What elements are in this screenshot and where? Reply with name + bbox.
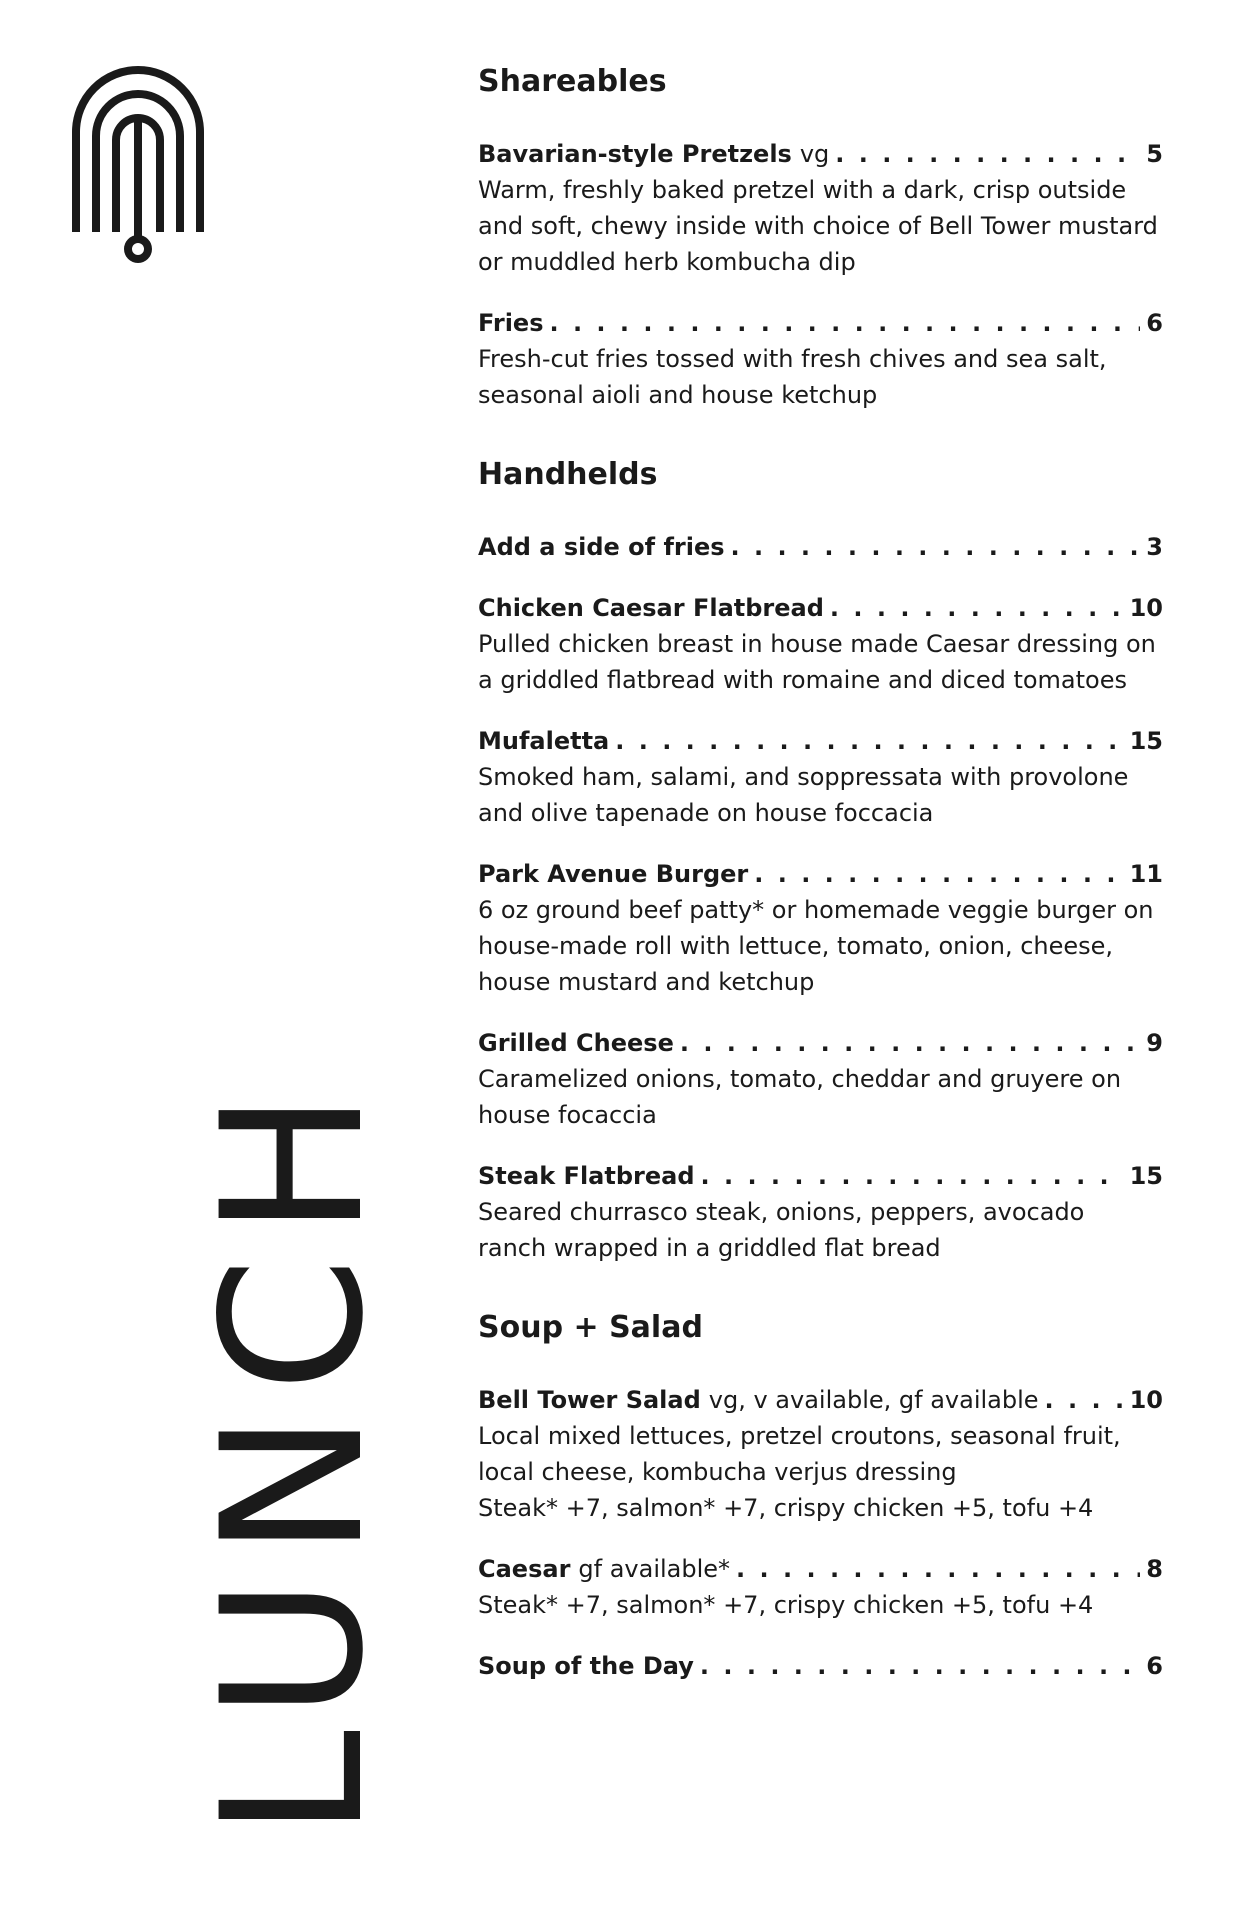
item-name: Add a side of fries [478, 533, 725, 561]
item-price: 11 [1129, 860, 1163, 888]
item-price: 15 [1129, 727, 1163, 755]
item-note: vg, v available, gf available [708, 1386, 1039, 1414]
item-price: 15 [1129, 1162, 1163, 1190]
item-name: Bell Tower Salad [478, 1386, 701, 1414]
menu-item [478, 1025, 1163, 1133]
dot-leader [700, 1648, 1140, 1684]
item-price: 3 [1146, 533, 1163, 561]
item-line [478, 590, 1163, 626]
item-price: 6 [1146, 1652, 1163, 1680]
item-note: gf available* [578, 1555, 731, 1583]
menu-item [478, 1158, 1163, 1266]
menu-content [478, 62, 1163, 1726]
item-line [478, 136, 1163, 172]
menu-item [478, 136, 1163, 280]
item-desc-line: house focaccia [478, 1101, 657, 1129]
item-price: 8 [1146, 1555, 1163, 1583]
item-name: Fries [478, 309, 544, 337]
menu-item [478, 723, 1163, 831]
menu-item [478, 305, 1163, 413]
item-name: Chicken Caesar Flatbread [478, 594, 824, 622]
dot-leader [830, 590, 1124, 626]
item-name: Park Avenue Burger [478, 860, 749, 888]
item-desc-line: Local mixed lettuces, pretzel croutons, seasonal fruit, [478, 1422, 1121, 1450]
item-line [478, 723, 1163, 759]
item-desc-line: local cheese, kombucha verjus dressing [478, 1458, 957, 1486]
item-desc-line: ranch wrapped in a griddled flat bread [478, 1234, 941, 1262]
item-line [478, 1648, 1163, 1684]
dot-leader [701, 1158, 1124, 1194]
menu-item [478, 529, 1163, 565]
section-shareables [478, 62, 1163, 413]
dot-leader [1045, 1382, 1124, 1418]
item-price: 10 [1129, 1386, 1163, 1414]
item-line [478, 1382, 1163, 1418]
item-name: Caesar [478, 1555, 571, 1583]
item-price: 5 [1146, 140, 1163, 168]
item-name: Bavarian-style Pretzels [478, 140, 792, 168]
dot-leader [731, 529, 1141, 565]
item-name: Mufaletta [478, 727, 610, 755]
item-desc-line: house-made roll with lettuce, tomato, onion, cheese, [478, 932, 1114, 960]
item-price: 6 [1146, 309, 1163, 337]
item-line [478, 856, 1163, 892]
item-line [478, 1551, 1163, 1587]
menu-item [478, 1551, 1163, 1623]
dot-leader [835, 136, 1140, 172]
arch-bell-logo-icon [72, 66, 204, 264]
item-desc-line: Steak* +7, salmon* +7, crispy chicken +5, tofu +4 [478, 1494, 1094, 1522]
dot-leader [680, 1025, 1140, 1061]
dot-leader [549, 305, 1140, 341]
item-desc-line: seasonal aioli and house ketchup [478, 381, 878, 409]
menu-item [478, 590, 1163, 698]
section-soup-salad [478, 1308, 1163, 1684]
item-name: Soup of the Day [478, 1652, 694, 1680]
section-handhelds [478, 455, 1163, 1266]
menu-item [478, 856, 1163, 1000]
item-desc-line: 6 oz ground beef patty* or homemade veggie burger on [478, 896, 1154, 924]
item-desc-line: Caramelized onions, tomato, cheddar and gruyere on [478, 1065, 1122, 1093]
item-desc-line: and olive tapenade on house foccacia [478, 799, 934, 827]
section-title: Handhelds [478, 457, 658, 492]
item-desc-line: Warm, freshly baked pretzel with a dark, crisp outside [478, 176, 1127, 204]
item-line [478, 305, 1163, 341]
item-desc-line: Steak* +7, salmon* +7, crispy chicken +5, tofu +4 [478, 1591, 1094, 1619]
item-desc-line: Seared churrasco steak, onions, peppers, avocado [478, 1198, 1085, 1226]
item-note: vg [799, 140, 830, 168]
dot-leader [615, 723, 1123, 759]
item-price: 9 [1146, 1029, 1163, 1057]
item-desc-line: a griddled flatbread with romaine and diced tomatoes [478, 666, 1127, 694]
dot-leader [754, 856, 1123, 892]
menu-item [478, 1382, 1163, 1526]
item-desc-line: Smoked ham, salami, and soppressata with provolone [478, 763, 1129, 791]
section-title: Soup + Salad [478, 1310, 703, 1345]
item-price: 10 [1129, 594, 1163, 622]
item-name: Grilled Cheese [478, 1029, 674, 1057]
item-line [478, 529, 1163, 565]
item-desc-line: or muddled herb kombucha dip [478, 248, 856, 276]
dot-leader [736, 1551, 1140, 1587]
item-desc-line: Fresh-cut fries tossed with fresh chives and sea salt, [478, 345, 1107, 373]
item-line [478, 1158, 1163, 1194]
item-desc-line: and soft, chewy inside with choice of Bell Tower mustard [478, 212, 1158, 240]
section-title: Shareables [478, 64, 667, 99]
item-line [478, 1025, 1163, 1061]
menu-item [478, 1648, 1163, 1684]
menu-title: LUNCH [180, 1071, 406, 1838]
item-name: Steak Flatbread [478, 1162, 695, 1190]
item-desc-line: house mustard and ketchup [478, 968, 815, 996]
item-desc-line: Pulled chicken breast in house made Caesar dressing on [478, 630, 1156, 658]
